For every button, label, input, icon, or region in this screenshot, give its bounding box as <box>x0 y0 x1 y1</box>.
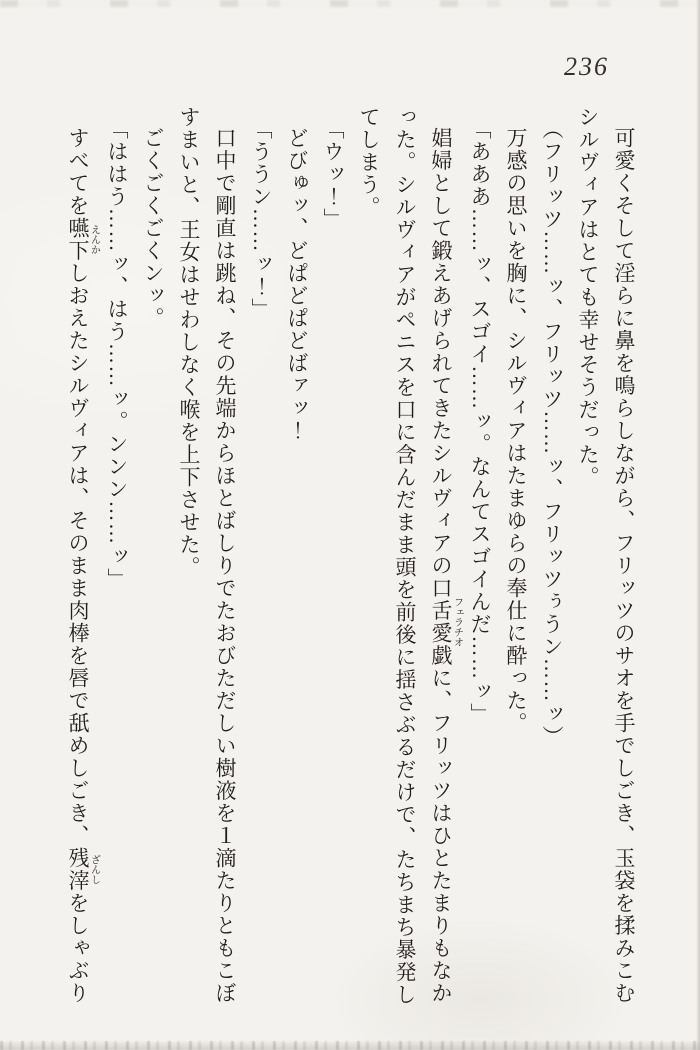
text-paragraph: （フリッツ……ッ、フリッツ……ッ、フリッツぅうン……ッ） <box>540 117 564 748</box>
scan-artifact-bottom-edge <box>0 1041 700 1050</box>
text-paragraph: どびゅッ、どぱどぱどばァッ！ <box>285 127 309 442</box>
page-number: 236 <box>564 52 609 81</box>
text-paragraph: 可愛くそして淫らに鼻を鳴らしながら、フリッツのサオを手でしごき、玉袋を揉みこむシルヴィアはとても幸せそうだった。 <box>576 106 636 1005</box>
ruby-annotated-word: 嚥下えんか <box>66 217 100 262</box>
text-paragraph: 「ううン……ッ！」 <box>249 117 273 321</box>
text-paragraph: 「ウッ！」 <box>321 117 345 231</box>
text-paragraph: ごくごくごくンッ。 <box>141 127 165 330</box>
text-paragraph: 「ははう……ッ、はう……ッ。ンンン……ッ」 <box>105 117 129 591</box>
text-paragraph: 口中で剛直は跳ね、その先端からほとばしりでたおびただしい樹液を１滴たりともこぼすまいと、王女はせわしなく喉を上下させた。 <box>177 106 237 1005</box>
ruby-annotated-word: 口舌愛戯フェラチオ <box>429 577 463 667</box>
page-text <box>60 106 642 1014</box>
text-paragraph: 「あああ……ッ、スゴイ……ッ。なんてスゴイんだ……ッ」 <box>468 117 492 726</box>
ruby-annotated-word: 残滓ざんし <box>66 847 100 892</box>
text-paragraph: 娼婦として鍛えあげられてきたシルヴィアの口舌愛戯フェラチオに、フリッツはひとたまりもなかった。シルヴィアがペニスを口に含んだまま頭を前後に揺さぶるだけで、たちまち暴発してしまう。 <box>357 106 463 1006</box>
text-paragraph: すべてを嚥下えんかしおえたシルヴィアは、そのまま肉棒を唇で舐めしごき、残滓ざんしをしゃぶり <box>66 127 100 1005</box>
text-paragraph: 万感の思いを胸に、シルヴィアはたまゆらの奉仕に酔った。 <box>504 127 528 735</box>
scan-artifact-right-edge <box>696 0 700 1050</box>
scan-artifact-top-edge <box>0 0 700 7</box>
